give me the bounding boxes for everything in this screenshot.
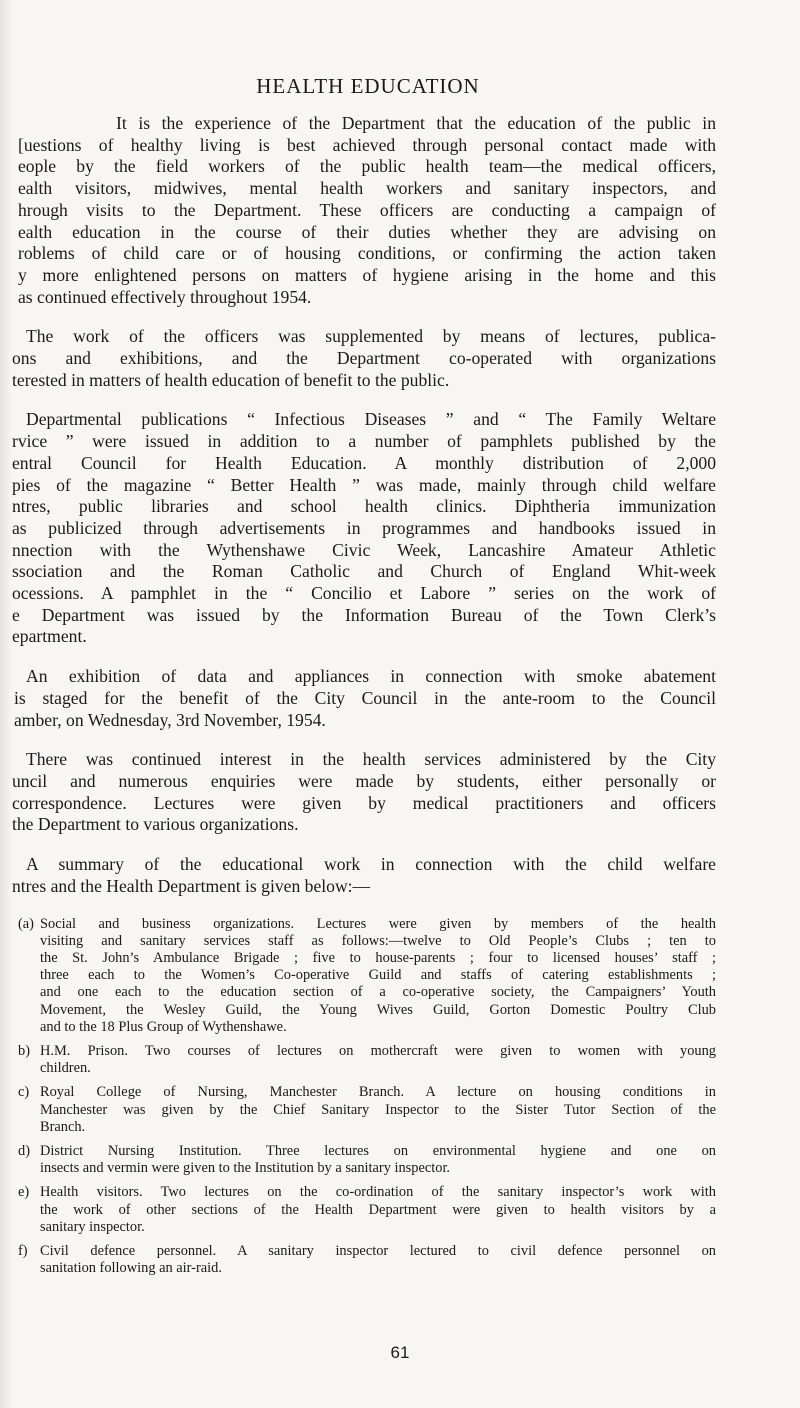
list-item-line: H.M. Prison. Two courses of lectures on mothercraft were given to women with young (40, 1042, 716, 1059)
list-item (18, 916, 716, 1036)
paragraph (12, 749, 716, 836)
list-item-line: and to the 18 Plus Group of Wythenshawe. (40, 1018, 287, 1035)
list-item-marker: (a) (18, 915, 34, 932)
paragraph-line: uncil and numerous enquiries were made by students, either personally or (12, 770, 716, 791)
body-paragraphs (0, 113, 716, 898)
list-item-line: sanitary inspector. (40, 1218, 145, 1235)
list-item-line: the St. John’s Ambulance Brigade ; five to house-parents ; four to licensed houses’ staff ; (40, 949, 716, 966)
paragraph (18, 113, 716, 308)
paragraph-line: hrough visits to the Department. These officers are conducting a campaign of (18, 199, 716, 220)
paragraph-line: There was continued interest in the health services administered by the City (26, 749, 716, 770)
list-item-line: the work of other sections of the Health Department were given to health visitors by a (40, 1201, 716, 1218)
list-item-marker: d) (18, 1142, 30, 1159)
paragraph-line: as publicized through advertisements in programmes and handbooks issued in (12, 517, 716, 538)
summary-list (18, 916, 716, 1278)
page-number: 61 (390, 1343, 410, 1362)
paragraph (12, 326, 716, 391)
list-item (18, 1043, 716, 1077)
list-item-line: Manchester was given by the Chief Sanitary Inspector to the Sister Tutor Section of the (40, 1101, 716, 1118)
paragraph-line: nnection with the Wythenshawe Civic Week, Lancashire Amateur Athletic (12, 539, 716, 560)
paragraph-line: ntres and the Health Department is given below:— (12, 875, 371, 896)
list-item-line: Health visitors. Two lectures on the co-ordination of the sanitary inspector’s work with (40, 1184, 716, 1201)
list-item-line: Royal College of Nursing, Manchester Branch. A lecture on housing conditions in (40, 1084, 716, 1101)
paragraph-line: An exhibition of data and appliances in connection with smoke abatement (26, 666, 716, 687)
list-item-line: Movement, the Wesley Guild, the Young Wives Guild, Gorton Domestic Poultry Club (40, 1001, 716, 1018)
list-item-marker: c) (18, 1084, 30, 1101)
paragraph-line: y more enlightened persons on matters of hygiene arising in the home and this (18, 264, 716, 285)
paragraph-line: ntres, public libraries and school health clinics. Diphtheria immunization (12, 496, 716, 517)
paragraph-line: Departmental publications “ Infectious Diseases ” and “ The Family Weltare (26, 409, 716, 430)
list-item-line: three each to the Women’s Co-operative Guild and staffs of catering establishments ; (40, 967, 716, 984)
list-item (18, 1084, 716, 1136)
paragraph-line: The work of the officers was supplemented by means of lectures, publica- (26, 326, 716, 347)
paragraph-line: roblems of child care or of housing conditions, or confirming the action taken (18, 243, 716, 264)
list-item-line: Branch. (40, 1118, 86, 1135)
paragraph-line: ealth visitors, midwives, mental health workers and sanitary inspectors, and (18, 178, 716, 199)
list-item-line: District Nursing Institution. Three lectures on environmental hygiene and one on (40, 1142, 716, 1159)
list-item-line: children. (40, 1060, 91, 1077)
paragraph (12, 854, 716, 897)
paragraph (12, 409, 716, 648)
paragraph-line: the Department to various organizations. (12, 814, 299, 835)
list-item-line: visiting and sanitary services staff as follows:—twelve to Old People’s Clubs ; ten to (40, 932, 716, 949)
list-item-line: Civil defence personnel. A sanitary inspector lectured to civil defence personnel on (40, 1242, 716, 1259)
paragraph (14, 666, 716, 731)
list-item-line: Social and business organizations. Lectures were given by members of the health (40, 915, 716, 932)
list-item-marker: e) (18, 1184, 30, 1201)
paragraph-line: as continued effectively throughout 1954. (18, 286, 312, 307)
list-item-line: sanitation following an air-raid. (40, 1260, 222, 1277)
paragraph-line: It is the experience of the Department that the education of the public in (116, 113, 716, 133)
paragraph-line: ocessions. A pamphlet in the “ Concilio et Labore ” series on the work of (12, 583, 716, 604)
list-item-line: and one each to the education section of a co-operative society, the Campaigners’ Youth (40, 984, 716, 1001)
paragraph-line: eople by the field workers of the public health team—the medical officers, (18, 156, 716, 177)
list-item (18, 1243, 716, 1277)
paragraph-line: ealth education in the course of their duties whether they are advising on (18, 221, 716, 242)
paragraph-line: e Department was issued by the Information Bureau of the Town Clerk’s (12, 604, 716, 625)
paragraph-line: entral Council for Health Education. A monthly distribution of 2,000 (12, 452, 716, 473)
paragraph-line: ons and exhibitions, and the Department co-operated with organizations (12, 348, 716, 369)
paragraph-line: rvice ” were issued in addition to a number of pamphlets published by the (12, 431, 716, 452)
paragraph-line: correspondence. Lectures were given by medical practitioners and officers (12, 792, 716, 813)
list-item-marker: f) (18, 1242, 28, 1259)
list-item (18, 1184, 716, 1236)
list-item (18, 1143, 716, 1177)
list-item-line: insects and vermin were given to the Institution by a sanitary inspector. (40, 1160, 451, 1177)
paragraph-line: amber, on Wednesday, 3rd November, 1954. (14, 709, 326, 730)
paragraph-line: epartment. (12, 626, 87, 647)
paragraph-line: A summary of the educational work in connection with the child welfare (26, 854, 716, 875)
paragraph-line: is staged for the benefit of the City Council in the ante-room to the Council (14, 687, 716, 708)
page-heading: HEALTH EDUCATION (256, 74, 480, 98)
paragraph-line: ssociation and the Roman Catholic and Church of England Whit-week (12, 561, 716, 582)
paragraph-line: terested in matters of health education of benefit to the public. (12, 369, 450, 390)
list-item-marker: b) (18, 1042, 30, 1059)
paragraph-line: pies of the magazine “ Better Health ” was made, mainly through child welfare (12, 474, 716, 495)
paragraph-line: [uestions of healthy living is best achieved through personal contact made with (18, 134, 716, 155)
